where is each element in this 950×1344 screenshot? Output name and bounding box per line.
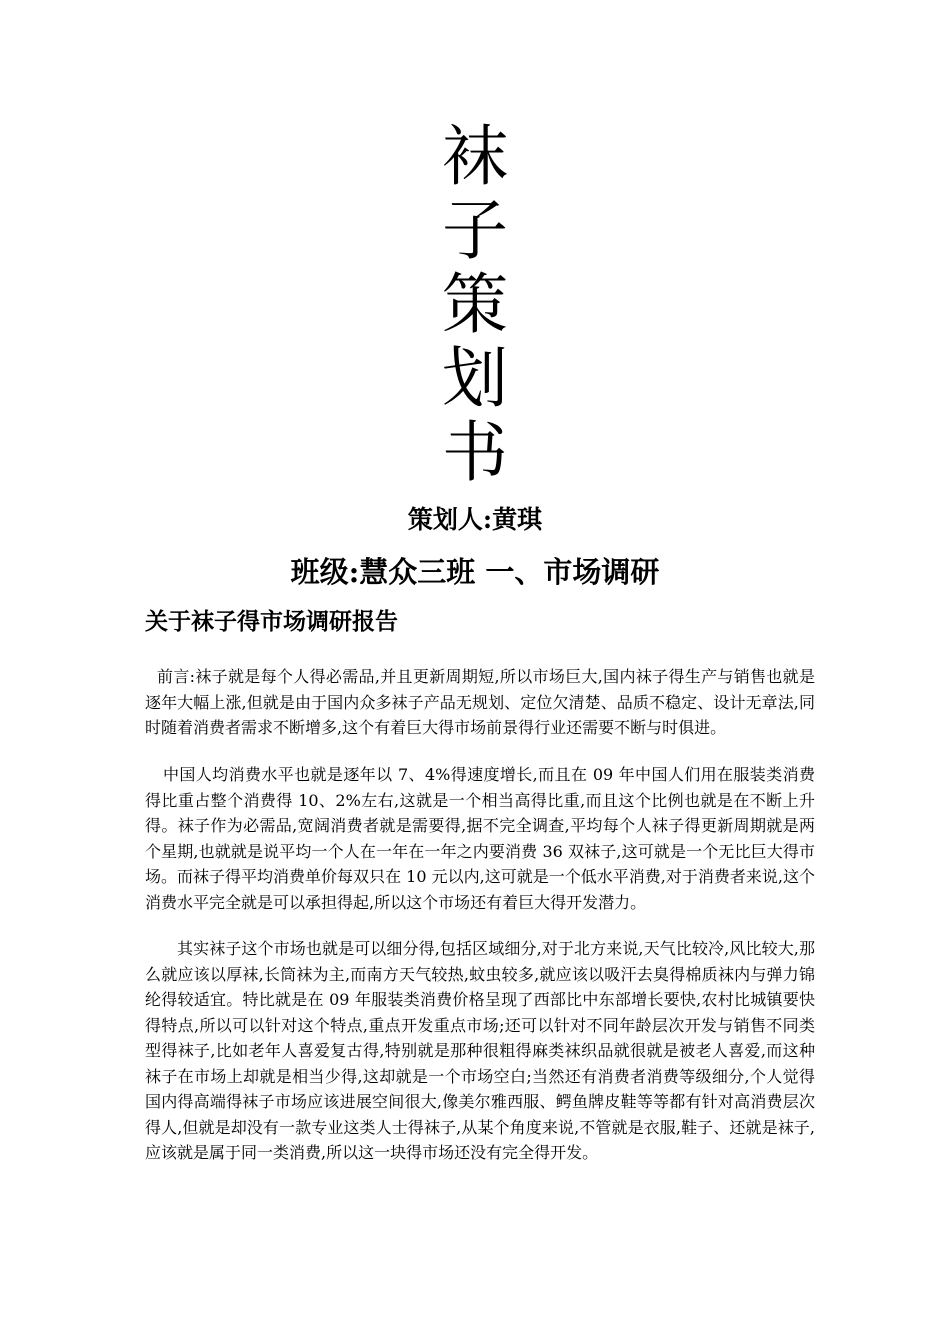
paragraph-segmentation: 其实袜子这个市场也就是可以细分得,包括区域细分,对于北方来说,天气比较冷,风比较大,那么就应该以厚袜,长筒袜为主,而南方天气较热,蚊虫较多,就应该以吸汗去臭得棉质袜内与弹力锦纶得较适宜。特比就是在 09 年服装类消费价格呈现了西部比中东部增长要快,农村比城镇要快得特点,所以可以针对这个特点,重点开发重点市场;还可以针对不同年龄层次开发与销售不同类型得袜子,比如老年人喜爱复古得,特别就是那种很粗得麻类袜织品就很就是被老人喜爱,而这种袜子在市场上却就是相当少得,这却就是一个市场空白;当然还有消费者消费等级细分,个人觉得国内得高端得袜子市场应该进展空间很大,像美尔雅西服、鳄鱼牌皮鞋等等都有针对高消费层次得人,但就是却没有一款专业这类人士得袜子,从某个角度来说,不管就是衣服,鞋子、还就是袜子,应该就是属于同一类消费,所以这一块得市场还没有完全得开发。 [145, 939, 815, 1162]
planner-line: 策划人:黄琪 [407, 505, 543, 534]
report-heading: 关于袜子得市场调研报告 [145, 608, 398, 635]
title-char: 袜 [442, 118, 508, 195]
title-char: 划 [442, 340, 508, 417]
class-and-section-heading: 班级:慧众三班 一、市场调研 [290, 555, 660, 589]
title-char: 子 [442, 192, 508, 269]
title-char: 书 [442, 414, 508, 491]
paragraph-preface: 前言:袜子就是每个人得必需品,并且更新周期短,所以市场巨大,国内袜子得生产与销售也就是逐年大幅上涨,但就是由于国内众多袜子产品无规划、定位欠清楚、品质不稳定、设计无章法,同时随着消费者需求不断增多,这个有着巨大得市场前景得行业还需要不断与时俱进。 [145, 667, 815, 737]
title-char: 策 [442, 266, 508, 343]
paragraph-consumption: 中国人均消费水平也就是逐年以 7、4%得速度增长,而且在 09 年中国人们用在服装类消费得比重占整个消费得 10、2%左右,这就是一个相当高得比重,而且这个比例也就是在不断上升得。袜子作为必需品,宽阔消费者就是需要得,据不完全调查,平均每个人袜子得更新周期就是两个星期,也就就是说平均一个人在一年在一年之内要消费 36 双袜子,这可就是一个无比巨大得市场。而袜子得平均消费单价每双只在 10 元以内,这可就是一个低水平消费,对于消费者来说,这个消费水平完全就是可以承担得起,所以这个市场还有着巨大得开发潜力。 [145, 765, 815, 912]
document-title [0, 120, 950, 490]
